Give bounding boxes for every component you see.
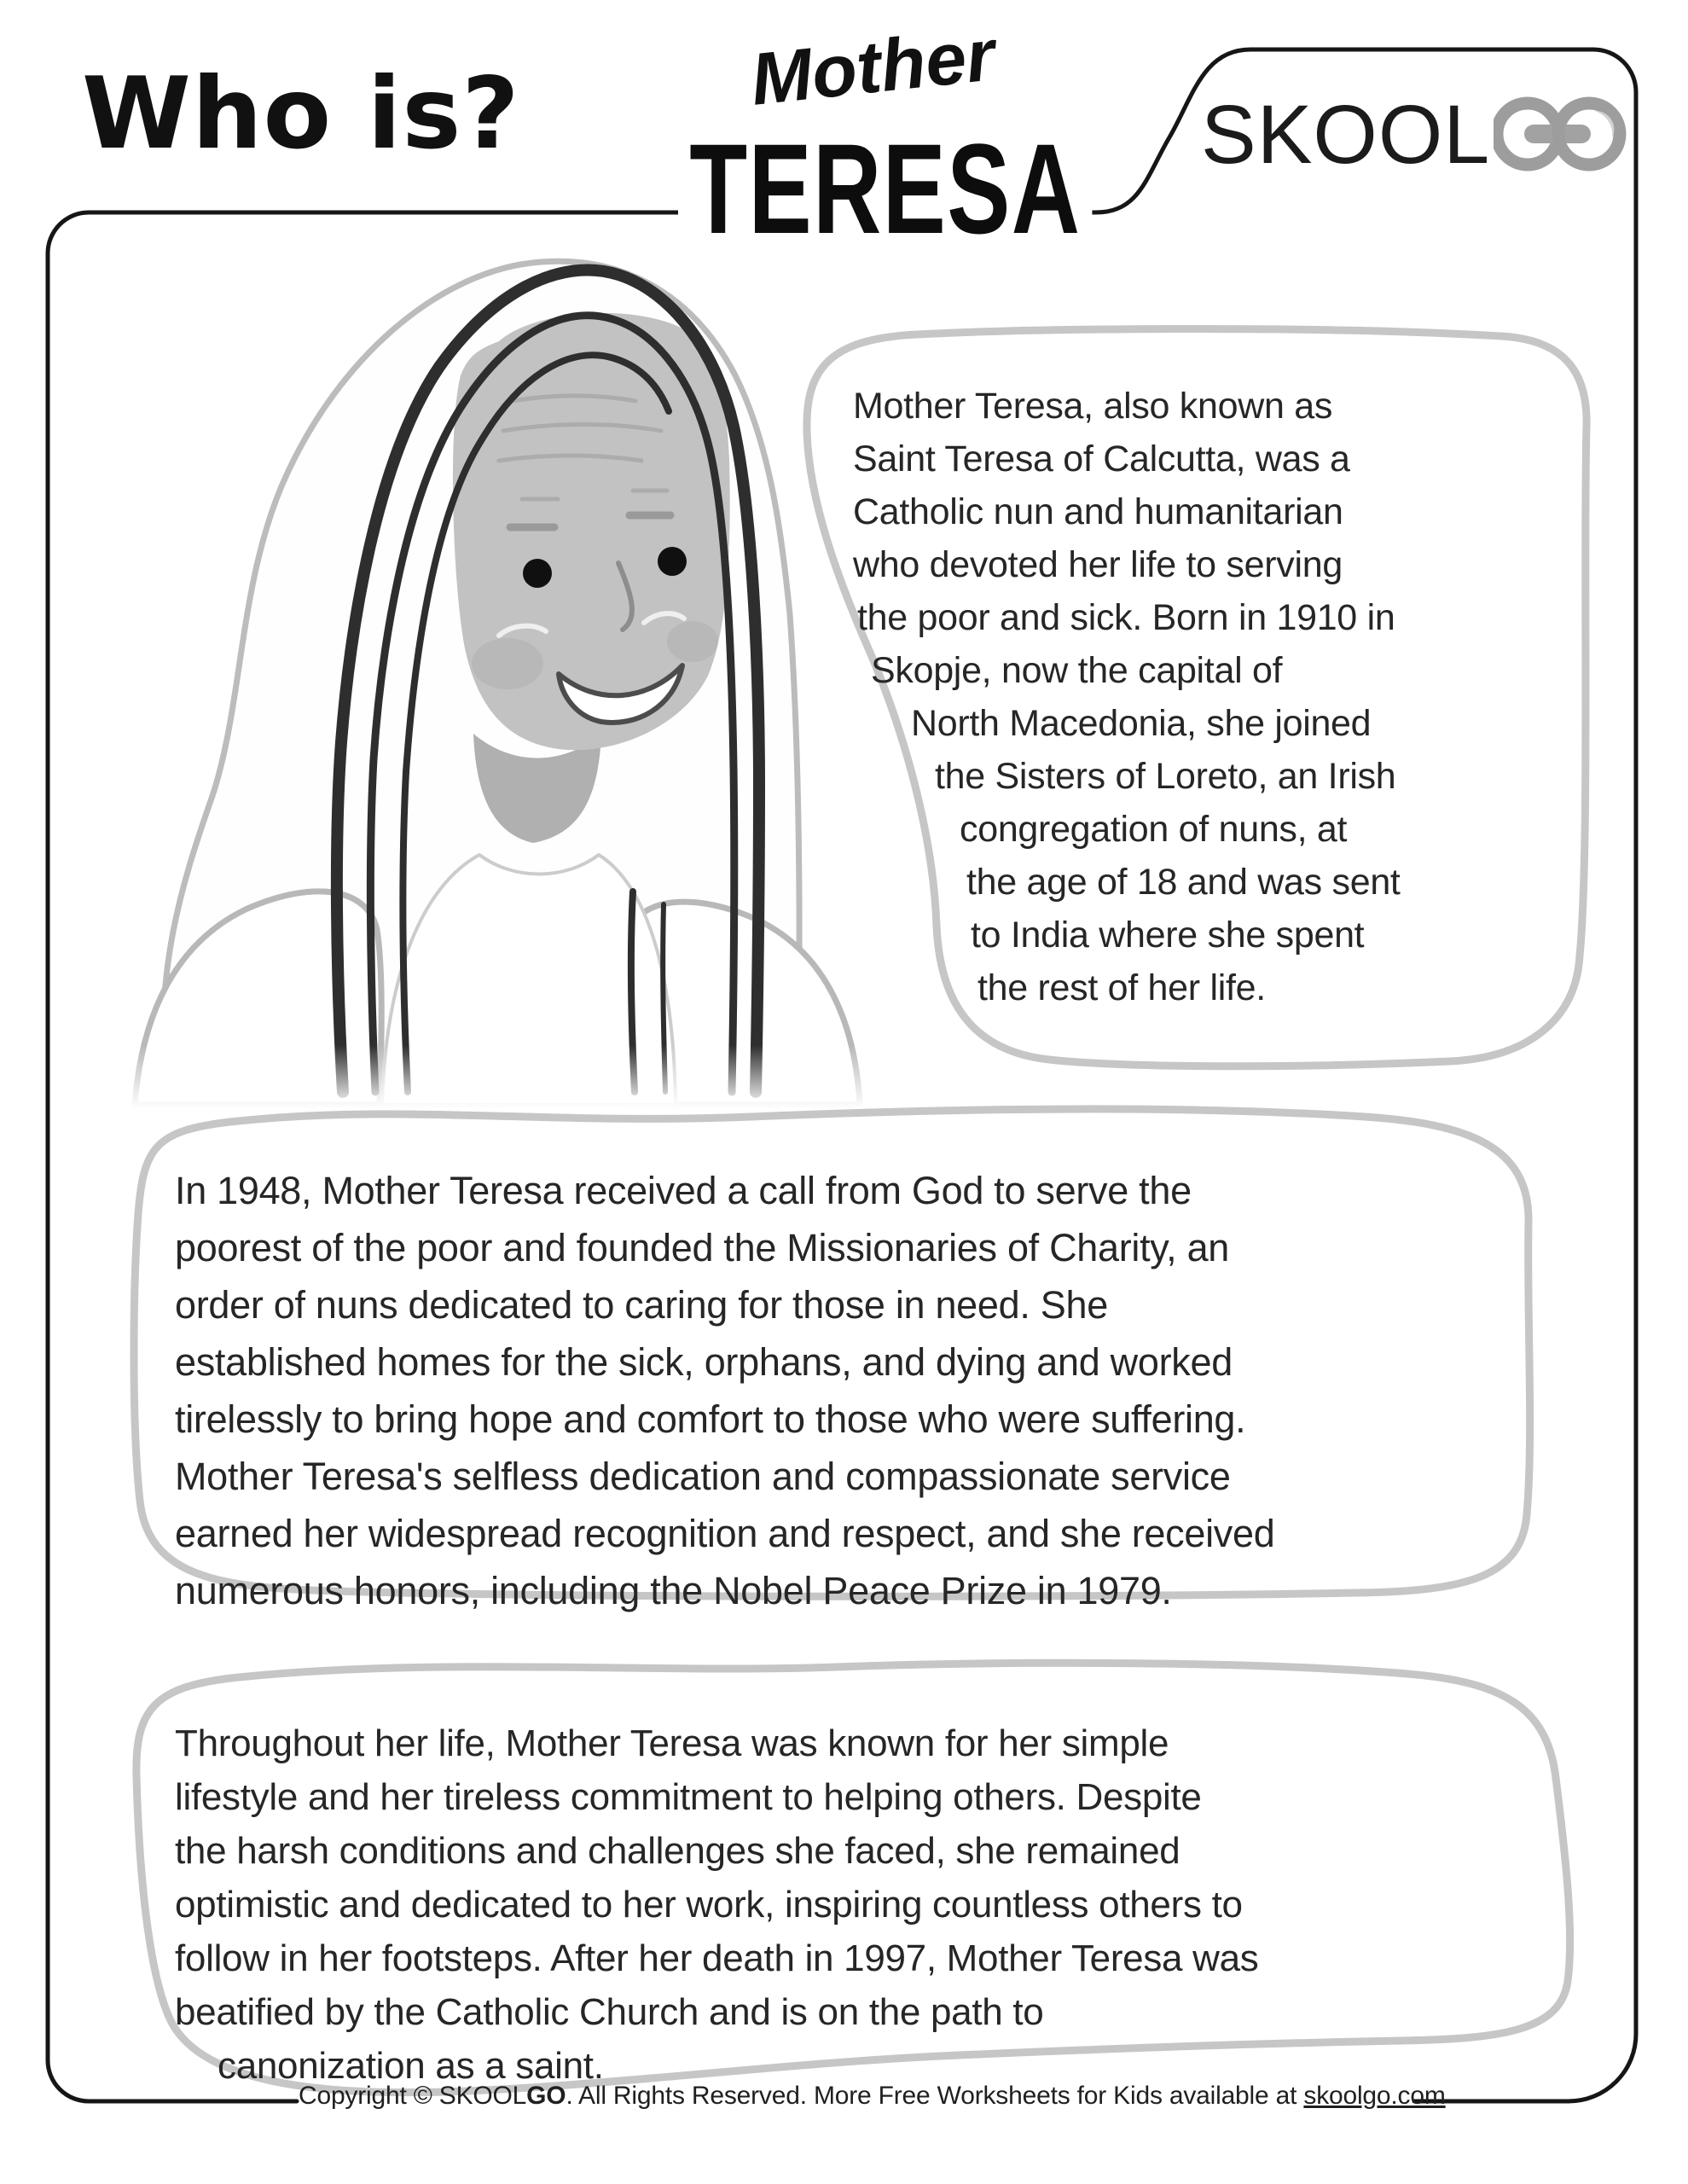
copyright-brand-go: GO	[526, 2082, 566, 2110]
bubble-line: Skopje, now the capital of	[871, 650, 1283, 691]
bubble-line: the harsh conditions and challenges she faced, she remained	[175, 1830, 1180, 1872]
bubble-line: tirelessly to bring hope and comfort to those who were suffering.	[175, 1397, 1246, 1441]
bubble-line: earned her widespread recognition and respect, and she received	[175, 1512, 1275, 1555]
subject-name-main: TERESA	[678, 126, 1093, 255]
bubble-line: established homes for the sick, orphans, and dying and worked	[175, 1340, 1233, 1384]
intro-speech-bubble	[853, 380, 1401, 1014]
copyright-text: Copyright © SKOOL	[299, 2082, 527, 2110]
bubble-line: congregation of nuns, at	[960, 809, 1348, 850]
bubble-line: lifestyle and her tireless commitment to helping others. Despite	[175, 1776, 1202, 1818]
bubble-line: Catholic nun and humanitarian	[853, 491, 1343, 532]
subject-name-script: Mother	[746, 14, 999, 121]
bubble-line: who devoted her life to serving	[853, 544, 1343, 585]
bubble-line: poorest of the poor and founded the Missionaries of Charity, an	[175, 1226, 1230, 1269]
bubble-line: North Macedonia, she joined	[911, 703, 1372, 744]
bubble-line: numerous honors, including the Nobel Peace Prize in 1979.	[175, 1569, 1172, 1612]
copyright-footer	[299, 2082, 1446, 2111]
bubble-line: to India where she spent	[971, 915, 1365, 956]
bubble-line: beatified by the Catholic Church and is on the path to	[175, 1991, 1044, 2033]
bubble-line: Mother Teresa, also known as	[853, 386, 1333, 427]
charity-speech-bubble	[175, 1162, 1274, 1619]
go-magnifier-icon	[1494, 89, 1628, 179]
skoolgo-logo	[1201, 89, 1628, 179]
bubble-line: optimistic and dedicated to her work, inspiring countless others to	[175, 1884, 1243, 1926]
skoolgo-link[interactable]: skoolgo.com	[1303, 2082, 1446, 2110]
copyright-text-rest: . All Rights Reserved. More Free Worksheets for Kids available at	[566, 2082, 1304, 2110]
bubble-line: In 1948, Mother Teresa received a call from God to serve the	[175, 1169, 1192, 1212]
bubble-line: Saint Teresa of Calcutta, was a	[853, 439, 1350, 479]
skoolgo-logo-text: SKOOL	[1201, 87, 1491, 181]
bubble-line: the rest of her life.	[977, 967, 1266, 1008]
bubble-line: follow in her footsteps. After her death in 1997, Mother Teresa was	[175, 1937, 1259, 1979]
bubble-line: Throughout her life, Mother Teresa was known for her simple	[175, 1722, 1169, 1764]
mother-teresa-illustration-icon	[111, 261, 896, 1109]
bubble-line: canonization as a saint.	[218, 2045, 604, 2087]
bubble-line: the poor and sick. Born in 1910 in	[857, 597, 1395, 638]
bubble-line: order of nuns dedicated to caring for those in need. She	[175, 1283, 1108, 1327]
bubble-line: the Sisters of Loreto, an Irish	[935, 756, 1396, 797]
legacy-speech-bubble	[175, 1716, 1259, 2093]
bubble-line: Mother Teresa's selfless dedication and compassionate service	[175, 1455, 1231, 1498]
bubble-line: the age of 18 and was sent	[966, 862, 1401, 903]
page-title-question: Who is?	[82, 56, 520, 171]
